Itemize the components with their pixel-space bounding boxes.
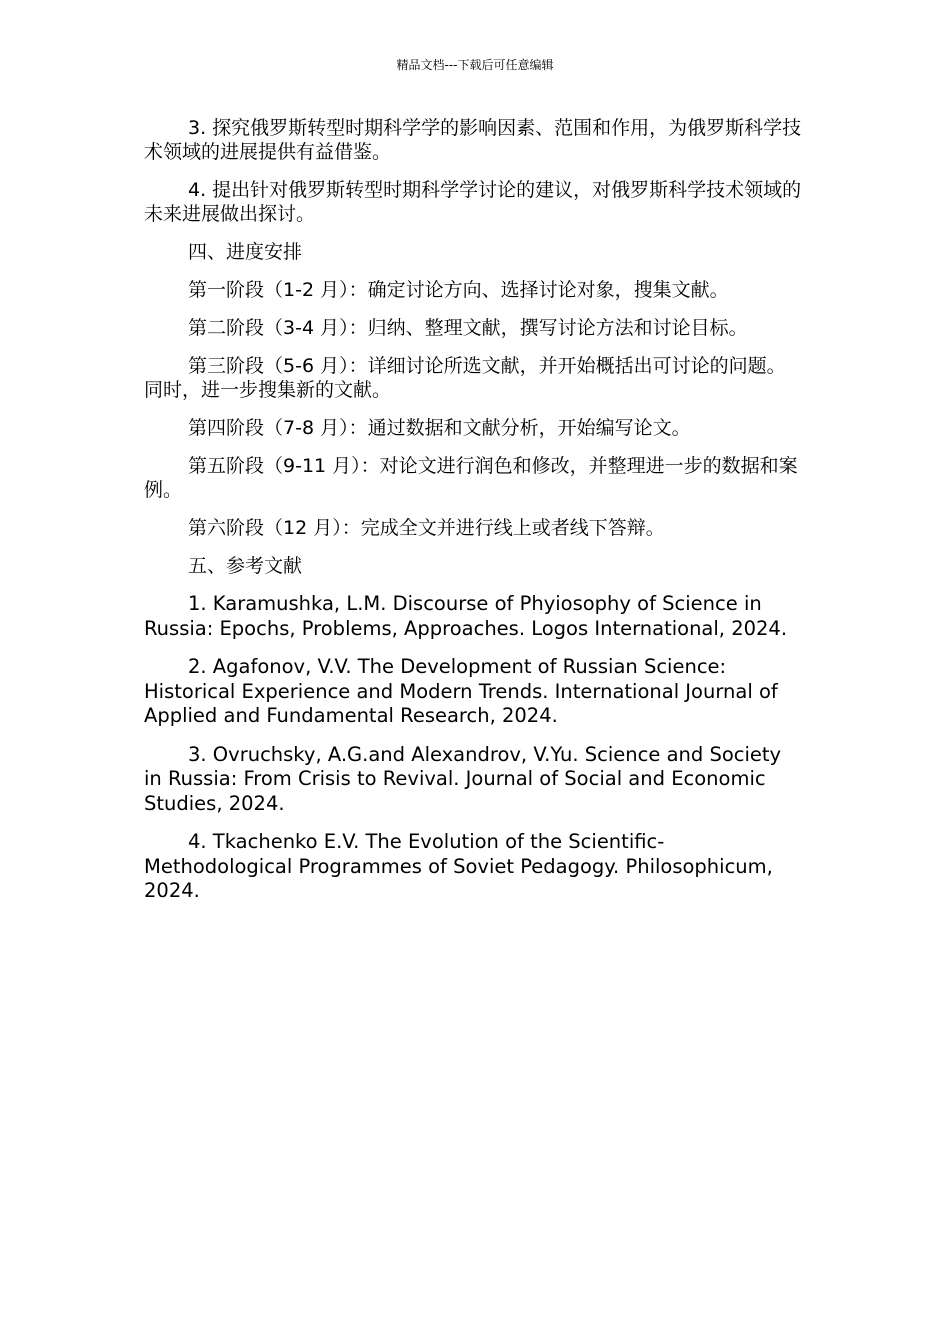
reference-3: 3. Ovruchsky, A.G.and Alexandrov, V.Yu. Science and Society in Russia: From Crisis to Revival. Journal of Social and Economic Studies, 2024. [144,742,782,815]
reference-1: 1. Karamushka, L.M. Discourse of Phyiosophy of Science in Russia: Epochs, Problems, Approaches. Logos International, 2024. [144,592,788,640]
schedule-stage-1: 第一阶段（1-2 月）：确定讨论方向、选择讨论对象，搜集文献。 [188,279,729,301]
schedule-stage-6: 第六阶段（12 月）：完成全文并进行线上或者线下答辩。 [188,517,665,539]
reference-2: 2. Agafonov, V.V. The Development of Russian Science: Historical Experience and Modern Trends. International Journal of Applied and Fundamental Research, 2024. [144,655,778,727]
schedule-stage-5: 第五阶段（9-11 月）：对论文进行润色和修改，并整理进一步的数据和案例。 [144,455,798,501]
schedule-stage-3: 第三阶段（5-6 月）：详细讨论所选文献，并开始概括出可讨论的问题。同时，进一步搜集新的文献。 [144,355,786,401]
page-header: 精品文档---下载后可任意编辑 [396,58,554,72]
schedule-stage-2: 第二阶段（3-4 月）：归纳、整理文献，撰写讨论方法和讨论目标。 [188,317,748,339]
schedule-stage-4: 第四阶段（7-8 月）：通过数据和文献分析，开始编写论文。 [188,417,691,439]
reference-4: 4. Tkachenko E.V. The Evolution of the Scientific-Methodological Programmes of Soviet Pedagogy. Philosophicum, 2024. [144,830,773,902]
document-body [144,116,804,918]
objective-4: 4. 提出针对俄罗斯转型时期科学学讨论的建议，对俄罗斯科学技术领域的未来进展做出探讨。 [144,179,802,225]
section-heading-references: 五、参考文献 [188,555,303,577]
section-heading-schedule: 四、进度安排 [188,241,303,263]
objective-3: 3. 探究俄罗斯转型时期科学学的影响因素、范围和作用，为俄罗斯科学技术领域的进展提供有益借鉴。 [144,117,802,163]
